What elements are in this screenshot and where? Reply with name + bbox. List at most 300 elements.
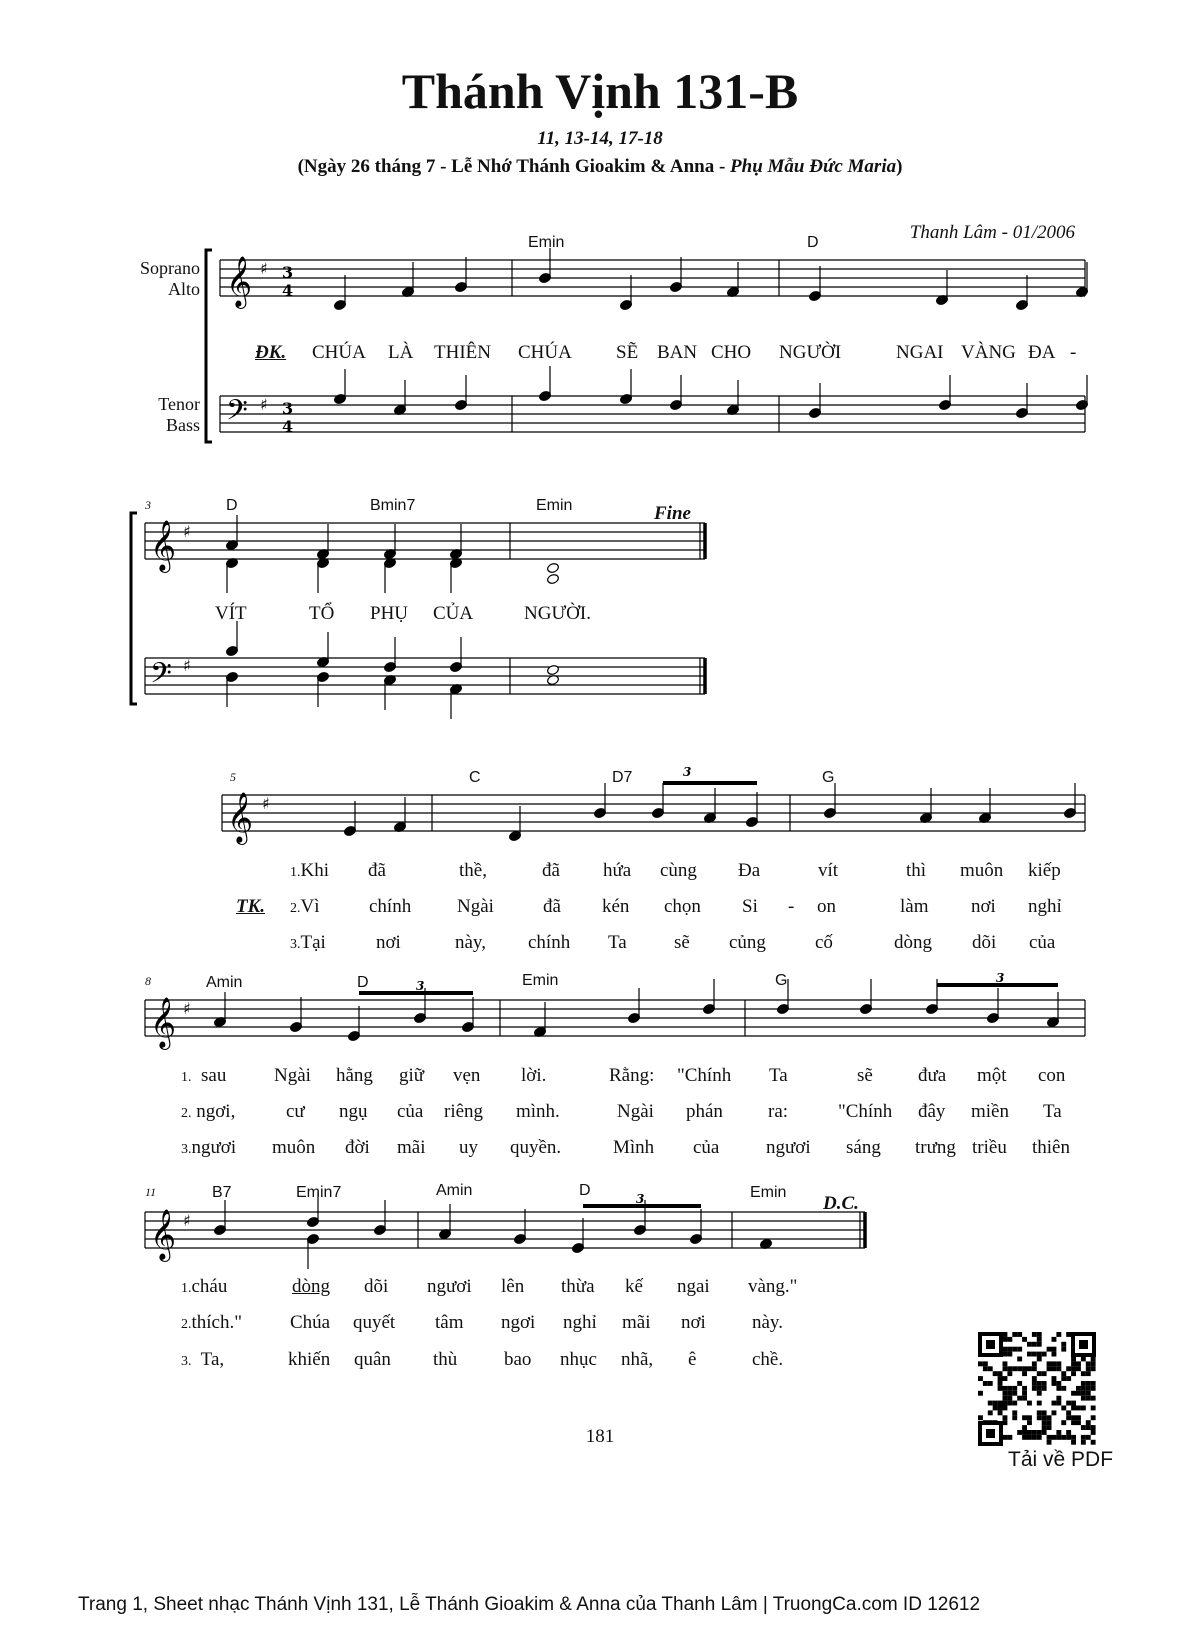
chord-b7: B7: [212, 1184, 232, 1201]
lyric: VÀNG: [961, 342, 1016, 363]
chord-amin: Amin: [206, 974, 243, 991]
qr-module: [1066, 1410, 1071, 1415]
lyric: giữ: [399, 1065, 425, 1086]
lyric: chọn: [664, 896, 701, 917]
qr-module: [1003, 1366, 1008, 1371]
qr-module: [1003, 1361, 1008, 1366]
verse2-lyrics: [181, 1312, 242, 1334]
chord-d7: D7: [612, 769, 633, 786]
qr-module: [1047, 1420, 1052, 1425]
qr-module: [1037, 1435, 1042, 1440]
qr-module: [1071, 1435, 1076, 1440]
qr-module: [1052, 1352, 1057, 1357]
occasion-main: (Ngày 26 tháng 7 - Lễ Nhớ Thánh Gioakim & Anna -: [297, 156, 731, 177]
lyric: của: [1029, 932, 1056, 953]
lyric: "Chính: [838, 1101, 893, 1122]
qr-module: [1081, 1440, 1086, 1445]
qr-module: [1012, 1391, 1017, 1396]
lyric: NGAI: [896, 342, 944, 363]
qr-module: [1027, 1366, 1032, 1371]
qr-module: [1091, 1440, 1096, 1445]
chord-emin: Emin: [522, 972, 559, 989]
lyric: đây: [918, 1101, 946, 1122]
qr-module: [1052, 1337, 1057, 1342]
verse3-lyrics: [181, 1349, 224, 1371]
qr-module: [1047, 1415, 1052, 1420]
lyric: của: [693, 1137, 720, 1158]
chord-d: D: [807, 234, 819, 251]
qr-module: [1007, 1337, 1012, 1342]
lyric: VÍT: [215, 603, 247, 624]
qr-module: [1027, 1430, 1032, 1435]
lyric: ngụ: [339, 1101, 368, 1122]
system-bracket: [206, 250, 212, 442]
qr-module: [1086, 1391, 1091, 1396]
qr-module: [1081, 1357, 1086, 1362]
qr-module: [1022, 1337, 1027, 1342]
lyric: triều: [972, 1137, 1007, 1158]
key-signature-icon: ♯: [260, 259, 268, 278]
lyric: phán: [686, 1101, 723, 1122]
qr-module: [1066, 1415, 1071, 1420]
lyric: nhục: [560, 1349, 597, 1370]
lyric: ngơi: [501, 1312, 536, 1333]
verse-number: 3.: [181, 1142, 192, 1157]
qr-module: [1007, 1366, 1012, 1371]
lyric: lời.: [521, 1065, 547, 1086]
qr-module: [1052, 1381, 1057, 1386]
qr-module: [998, 1371, 1003, 1376]
lyric: "Chính: [677, 1065, 732, 1086]
lyric: củng: [729, 932, 766, 953]
qr-module: [988, 1410, 993, 1415]
qr-module: [1047, 1425, 1052, 1430]
lyric: sáng: [846, 1137, 881, 1158]
lyric: Khi: [300, 860, 329, 881]
triplet-mark: 3: [416, 979, 425, 993]
qr-module: [988, 1401, 993, 1406]
qr-module: [1012, 1401, 1017, 1406]
system-bracket: [131, 513, 137, 704]
lyric: đưa: [918, 1065, 947, 1086]
qr-module: [1027, 1401, 1032, 1406]
qr-module: [1071, 1401, 1076, 1406]
qr-module: [1052, 1410, 1057, 1415]
qr-module: [1003, 1332, 1008, 1337]
qr-module: [1042, 1430, 1047, 1435]
chord-emin: Emin: [750, 1184, 787, 1201]
lyric: thì: [906, 860, 927, 881]
qr-module: [1003, 1337, 1008, 1342]
qr-module: [1052, 1401, 1057, 1406]
occasion-italic: Phụ Mẫu Đức Maria: [730, 156, 897, 177]
qr-module: [1007, 1386, 1012, 1391]
lyric: ngươi: [427, 1276, 472, 1297]
lyric: Ta: [1043, 1101, 1062, 1122]
lyric: Ngài: [457, 896, 494, 917]
qr-module: [1017, 1347, 1022, 1352]
lyric: bao: [504, 1349, 532, 1370]
lyric: on: [817, 896, 836, 917]
qr-module: [1032, 1435, 1037, 1440]
qr-module: [1076, 1386, 1081, 1391]
chord-bmin7: Bmin7: [370, 497, 416, 514]
qr-module: [1003, 1376, 1008, 1381]
lyric: nghỉ: [1028, 896, 1062, 917]
verse3-lyrics: [181, 1137, 236, 1159]
qr-module: [998, 1410, 1003, 1415]
lyric: Si: [742, 896, 758, 917]
qr-module: [1017, 1357, 1022, 1362]
qr-module: [983, 1381, 988, 1386]
qr-module: [1022, 1371, 1027, 1376]
qr-module: [1086, 1361, 1091, 1366]
qr-module: [1061, 1420, 1066, 1425]
qr-module: [1003, 1396, 1008, 1401]
lyric: quyết: [353, 1312, 396, 1333]
qr-module: [1003, 1386, 1008, 1391]
lyric: thề,: [459, 860, 487, 881]
qr-module: [1032, 1352, 1037, 1357]
qr-module: [1091, 1366, 1096, 1371]
treble-clef-icon: 𝄞: [150, 520, 177, 571]
qr-module: [1012, 1415, 1017, 1420]
verse-reference: 11, 13-14, 17-18: [537, 128, 663, 149]
lyric: dõi: [972, 932, 997, 953]
chord-amin: Amin: [436, 1182, 473, 1199]
lyric: dòng: [894, 932, 932, 953]
lyric: Rằng:: [609, 1065, 655, 1086]
qr-module: [998, 1406, 1003, 1411]
verse3-lyrics: [290, 932, 326, 954]
qr-module: [1081, 1406, 1086, 1411]
lyric: nghỉ: [563, 1312, 597, 1333]
lyric: Ta,: [200, 1349, 225, 1370]
qr-module: [1037, 1381, 1042, 1386]
qr-module: [1022, 1430, 1027, 1435]
lyric: SẼ: [616, 342, 639, 363]
qr-module: [1022, 1366, 1027, 1371]
time-signature: 4: [282, 417, 294, 436]
lyric: Ta: [608, 932, 627, 953]
qr-module: [1007, 1396, 1012, 1401]
chord-c: C: [469, 769, 481, 786]
treble-clef-icon: 𝄞: [150, 997, 177, 1048]
lyric: kén: [602, 896, 630, 917]
key-signature-icon: ♯: [262, 794, 270, 813]
lyric: tâm: [435, 1312, 464, 1333]
qr-module: [1056, 1361, 1061, 1366]
verse1-lyrics: [181, 1065, 226, 1087]
qr-module: [1071, 1440, 1076, 1445]
qr-module: [1066, 1376, 1071, 1381]
lyric: quân: [354, 1349, 391, 1370]
lyric: thừa: [561, 1276, 595, 1297]
qr-module: [1022, 1415, 1027, 1420]
lyric: ngai: [677, 1276, 710, 1297]
lyric: này,: [455, 932, 486, 953]
lyric: chính: [528, 932, 571, 953]
qr-module: [1061, 1347, 1066, 1352]
lyric: khiến: [288, 1349, 331, 1370]
lyric: Ngài: [274, 1065, 311, 1086]
qr-module: [1012, 1347, 1017, 1352]
qr-module: [1007, 1391, 1012, 1396]
qr-module: [1061, 1371, 1066, 1376]
lyric: đời: [345, 1137, 370, 1158]
qr-module: [1003, 1352, 1008, 1357]
bass-label: Bass: [165, 415, 200, 435]
qr-module: [1086, 1420, 1091, 1425]
qr-module: [1012, 1332, 1017, 1337]
page-number: 181: [585, 1426, 615, 1447]
lyric: đã: [542, 860, 560, 881]
qr-module: [1071, 1415, 1076, 1420]
qr-module: [1091, 1415, 1096, 1420]
note-head: [546, 573, 559, 584]
qr-module: [1066, 1332, 1071, 1337]
qr-module: [1027, 1420, 1032, 1425]
lyric: dõi: [364, 1276, 389, 1297]
qr-module: [1061, 1386, 1066, 1391]
lyric: kiếp: [1028, 860, 1061, 881]
time-signature: 3: [282, 399, 294, 418]
qr-module: [1056, 1401, 1061, 1406]
qr-module: [1091, 1357, 1096, 1362]
qr-module: [1056, 1396, 1061, 1401]
lyric: vít: [818, 860, 839, 881]
qr-module: [1037, 1410, 1042, 1415]
qr-module: [1066, 1430, 1071, 1435]
qr-module: [1047, 1347, 1052, 1352]
soprano-label: Soprano: [140, 258, 200, 278]
lyric: NGƯỜI.: [524, 603, 591, 624]
qr-module: [1037, 1337, 1042, 1342]
qr-module: [983, 1361, 988, 1366]
qr-module: [1032, 1381, 1037, 1386]
lyric: Mình: [613, 1137, 655, 1158]
alto-label: Alto: [167, 279, 200, 299]
qr-finder: [986, 1340, 995, 1349]
qr-module: [1027, 1435, 1032, 1440]
qr-module: [978, 1361, 983, 1366]
bass-clef-icon: 𝄢: [150, 657, 172, 697]
qr-module: [1076, 1415, 1081, 1420]
treble-clef-icon: 𝄞: [227, 792, 254, 843]
qr-module: [1091, 1430, 1096, 1435]
qr-module: [1081, 1371, 1086, 1376]
chord-emin: Emin: [528, 234, 565, 251]
lyric: này.: [752, 1312, 783, 1333]
tenor-label: Tenor: [158, 394, 200, 414]
qr-module: [988, 1366, 993, 1371]
page-title: Thánh Vịnh 131-B: [401, 63, 799, 119]
qr-module: [1076, 1361, 1081, 1366]
qr-module: [1012, 1366, 1017, 1371]
time-signature: 4: [282, 281, 294, 300]
qr-module: [1052, 1361, 1057, 1366]
qr-module: [1086, 1396, 1091, 1401]
qr-module: [1086, 1381, 1091, 1386]
qr-module: [1091, 1361, 1096, 1366]
qr-module: [1022, 1396, 1027, 1401]
qr-module: [1017, 1366, 1022, 1371]
qr-module: [1042, 1381, 1047, 1386]
qr-module: [1032, 1376, 1037, 1381]
verse-number: 2.: [290, 901, 301, 916]
qr-module: [1086, 1366, 1091, 1371]
qr-module: [1012, 1386, 1017, 1391]
lyric: Ngài: [617, 1101, 654, 1122]
qr-module: [1061, 1406, 1066, 1411]
lyric: sẽ: [674, 932, 690, 953]
qr-module: [1066, 1435, 1071, 1440]
lyric: quyền.: [510, 1137, 562, 1158]
lyric: muôn: [272, 1137, 316, 1158]
lyric: uy: [459, 1137, 478, 1158]
lyric-hyphen: -: [788, 896, 795, 917]
qr-module: [978, 1415, 983, 1420]
qr-module: [998, 1401, 1003, 1406]
measure-number: 8: [145, 974, 151, 988]
note-head: [546, 664, 559, 675]
verse2-lyrics: [181, 1101, 235, 1123]
lyric: chề.: [752, 1349, 784, 1370]
verse-label: TK.: [236, 896, 266, 917]
qr-module: [1081, 1386, 1086, 1391]
qr-module: [1007, 1352, 1012, 1357]
lyric: vẹn: [453, 1065, 481, 1086]
qr-module: [1052, 1347, 1057, 1352]
lyric: ĐA: [1028, 342, 1056, 363]
qr-module: [993, 1401, 998, 1406]
qr-module: [1032, 1386, 1037, 1391]
bass-clef-icon: 𝄢: [226, 394, 248, 434]
qr-module: [1037, 1357, 1042, 1362]
qr-module: [1071, 1361, 1076, 1366]
qr-module: [1003, 1401, 1008, 1406]
lyric: thiên: [1032, 1137, 1070, 1158]
qr-module: [1091, 1406, 1096, 1411]
qr-module: [1007, 1347, 1012, 1352]
qr-finder: [1079, 1340, 1088, 1349]
qr-module: [1071, 1420, 1076, 1425]
chord-d: D: [226, 497, 238, 514]
lyric: CỦA: [433, 603, 474, 624]
qr-module: [1056, 1366, 1061, 1371]
verse1-lyrics: [181, 1276, 227, 1298]
qr-module: [1032, 1430, 1037, 1435]
lyric: vàng.": [748, 1276, 798, 1297]
lyric: nơi: [971, 896, 996, 917]
lyric: mình.: [516, 1101, 560, 1122]
qr-module: [1037, 1352, 1042, 1357]
lyric: nhã,: [621, 1349, 654, 1370]
lyric: ê: [688, 1349, 697, 1370]
qr-module: [1047, 1440, 1052, 1445]
qr-module: [1056, 1435, 1061, 1440]
treble-clef-icon: 𝄞: [226, 256, 253, 307]
lyric: Đa: [738, 860, 761, 881]
lyric: CHÚA: [312, 342, 366, 363]
qr-module: [1027, 1342, 1032, 1347]
download-pdf-link[interactable]: Tải về PDF: [1008, 1448, 1114, 1471]
qr-module: [1027, 1352, 1032, 1357]
lyric: mãi: [397, 1137, 426, 1158]
qr-module: [1047, 1435, 1052, 1440]
qr-module: [1003, 1435, 1008, 1440]
key-signature-icon: ♯: [260, 395, 268, 414]
qr-module: [1042, 1352, 1047, 1357]
qr-module: [1071, 1357, 1076, 1362]
lyric: LÀ: [388, 342, 414, 363]
qr-module: [1017, 1396, 1022, 1401]
qr-finder: [986, 1429, 995, 1438]
lyric: miền: [971, 1101, 1009, 1122]
lyric: chính: [369, 896, 412, 917]
qr-module: [1037, 1332, 1042, 1337]
lyric: Ta: [769, 1065, 788, 1086]
measure-number: 5: [230, 770, 236, 784]
qr-module: [1003, 1347, 1008, 1352]
qr-module: [998, 1381, 1003, 1386]
qr-module: [998, 1386, 1003, 1391]
qr-module: [1071, 1371, 1076, 1376]
lyric: -: [1070, 342, 1077, 363]
qr-module: [1037, 1430, 1042, 1435]
chord-g: G: [822, 769, 835, 786]
qr-module: [1086, 1425, 1091, 1430]
qr-module: [1032, 1342, 1037, 1347]
qr-module: [1042, 1415, 1047, 1420]
qr-module: [1037, 1391, 1042, 1396]
lyric: sẽ: [857, 1065, 873, 1086]
qr-module: [1081, 1391, 1086, 1396]
qr-module: [1047, 1361, 1052, 1366]
fine-mark: Fine: [654, 503, 691, 524]
verse-number: 1.: [181, 1070, 192, 1085]
qr-module: [1086, 1386, 1091, 1391]
qr-module: [1003, 1420, 1008, 1425]
lyric: muôn: [960, 860, 1004, 881]
lyric: ra:: [768, 1101, 789, 1122]
qr-module: [978, 1391, 983, 1396]
qr-module: [1091, 1425, 1096, 1430]
verse1-lyrics: [290, 860, 329, 882]
qr-module: [1042, 1386, 1047, 1391]
qr-module: [1086, 1435, 1091, 1440]
footer-caption: Trang 1, Sheet nhạc Thánh Vịnh 131, Lễ Thánh Gioakim & Anna của Thanh Lâm | TruongCa.com ID 12612: [78, 1594, 981, 1615]
qr-module: [1052, 1435, 1057, 1440]
qr-module: [1066, 1366, 1071, 1371]
qr-module: [1052, 1376, 1057, 1381]
qr-module: [1037, 1401, 1042, 1406]
verse-number: 3.: [290, 937, 301, 952]
qr-module: [1032, 1366, 1037, 1371]
occasion-end: ): [896, 156, 903, 177]
qr-module: [1081, 1381, 1086, 1386]
treble-clef-icon: 𝄞: [150, 1209, 177, 1260]
qr-code-icon[interactable]: [978, 1332, 1096, 1446]
qr-module: [1037, 1342, 1042, 1347]
qr-module: [1017, 1332, 1022, 1337]
qr-module: [1003, 1415, 1008, 1420]
qr-module: [1007, 1401, 1012, 1406]
qr-module: [1037, 1415, 1042, 1420]
lyric: cư: [286, 1101, 305, 1122]
lyric: Tại: [300, 932, 326, 953]
qr-module: [1076, 1420, 1081, 1425]
